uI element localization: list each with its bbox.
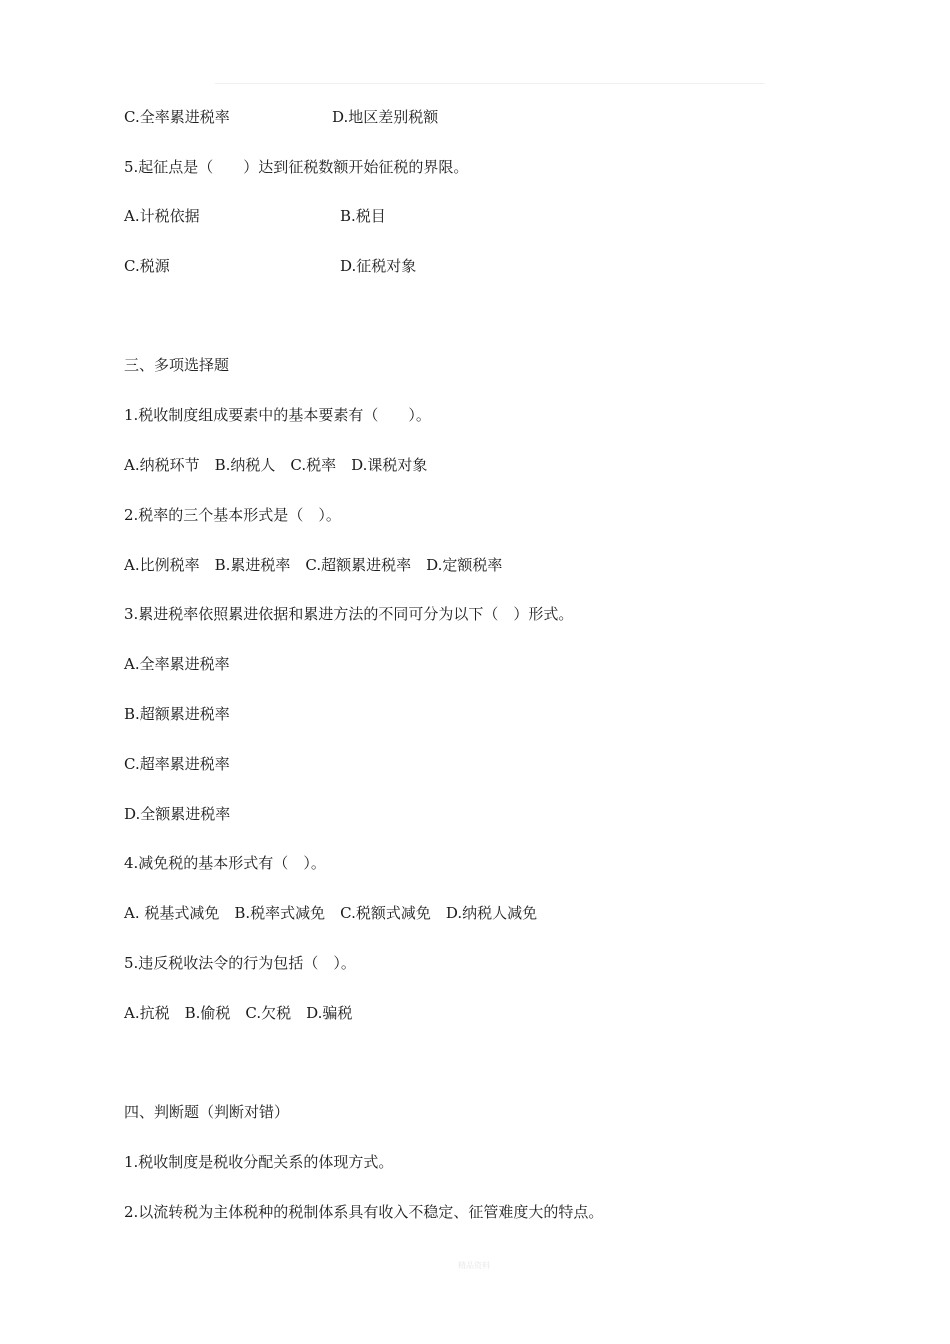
section-heading-multiple-choice: 三、多项选择题 [124, 356, 230, 374]
mc-question-5: 5.违反税收法令的行为包括（ ）。 [124, 954, 356, 972]
mc-option-3b: B.超额累进税率 [124, 705, 230, 723]
footer-watermark: 精品资料 [458, 1261, 490, 1270]
mc-question-2: 2.税率的三个基本形式是（ ）。 [124, 506, 341, 524]
q5-option-c: C.税源 [124, 257, 170, 275]
q5-question: 5.起征点是（ ）达到征税数额开始征税的界限。 [124, 158, 469, 176]
tf-question-2: 2.以流转税为主体税种的税制体系具有收入不稳定、征管难度大的特点。 [124, 1203, 604, 1221]
mc-question-4: 4.减免税的基本形式有（ ）。 [124, 854, 326, 872]
mc-options-5: A.抗税 B.偷税 C.欠税 D.骗税 [124, 1004, 353, 1022]
mc-options-4: A. 税基式减免 B.税率式减免 C.税额式减免 D.纳税人减免 [124, 904, 538, 922]
tf-question-1: 1.税收制度是税收分配关系的体现方式。 [124, 1153, 394, 1171]
mc-options-1: A.纳税环节 B.纳税人 C.税率 D.课税对象 [124, 456, 428, 474]
mc-options-2: A.比例税率 B.累进税率 C.超额累进税率 D.定额税率 [124, 556, 503, 574]
mc-option-3c: C.超率累进税率 [124, 755, 230, 773]
q4-option-d: D.地区差别税额 [332, 108, 439, 126]
mc-question-3: 3.累进税率依照累进依据和累进方法的不同可分为以下（ ）形式。 [124, 605, 574, 623]
q5-option-d: D.征税对象 [340, 257, 417, 275]
q5-option-a: A.计税依据 [124, 207, 200, 225]
q4-option-c: C.全率累进税率 [124, 108, 230, 126]
mc-option-3d: D.全额累进税率 [124, 805, 231, 823]
header-divider [215, 83, 765, 84]
mc-question-1: 1.税收制度组成要素中的基本要素有（ ）。 [124, 406, 431, 424]
section-heading-true-false: 四、判断题（判断对错） [124, 1103, 290, 1121]
mc-option-3a: A.全率累进税率 [124, 655, 230, 673]
q5-option-b: B.税目 [340, 207, 386, 225]
